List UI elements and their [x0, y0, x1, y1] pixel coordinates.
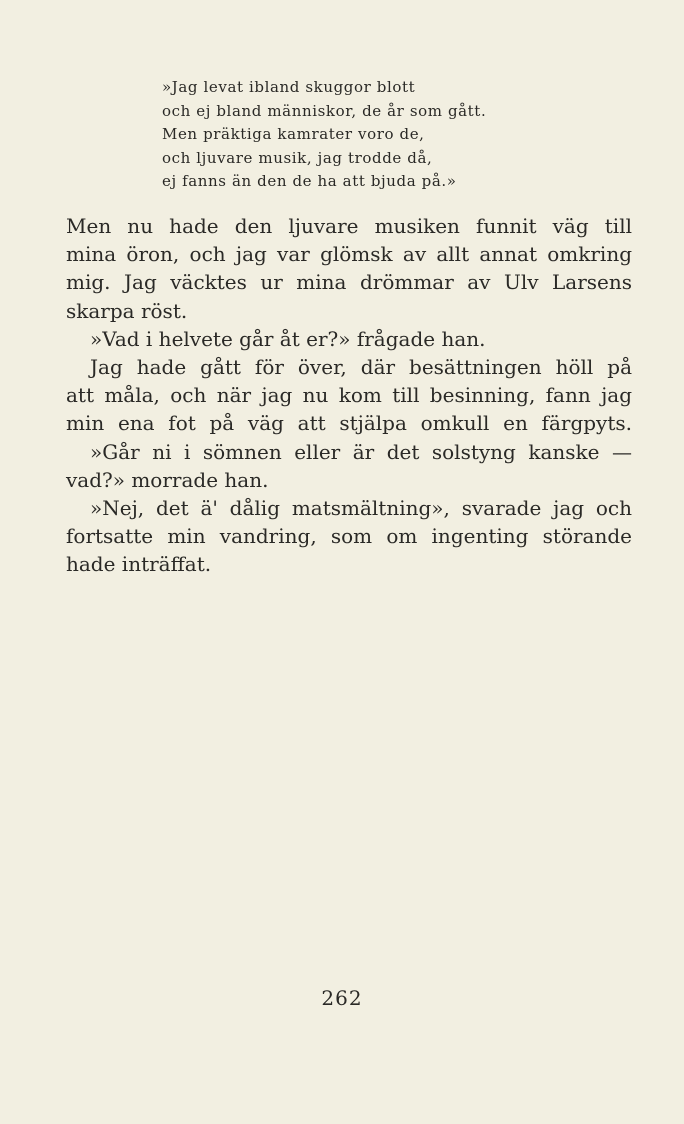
page-number: 262 [321, 986, 363, 1010]
prose-line: hade inträffat. [66, 552, 212, 577]
prose-line: Men nu hade den ljuvare musiken funnit väg till [66, 214, 632, 238]
poem-stanza [162, 76, 562, 194]
poem-line: »Jag levat ibland skuggor blott [162, 78, 416, 96]
poem-line: och ljuvare musik, jag trodde då, [162, 148, 433, 167]
poem-line: och ej bland människor, de år som gått. [162, 101, 487, 120]
prose-line: min ena fot på väg att stjälpa omkull en färgpyts. [66, 411, 632, 436]
prose-text [66, 212, 632, 579]
poem-line: ej fanns än den de ha att bjuda på.» [162, 172, 457, 191]
prose-line: fortsatte min vandring, som om ingenting störande [66, 524, 632, 549]
prose-line: mina öron, och jag var glömsk av allt annat omkring [66, 242, 632, 267]
prose-line: »Går ni i sömnen eller är det solstyng kanske — [90, 439, 632, 464]
prose-line: att måla, och när jag nu kom till besinning, fann jag [66, 383, 632, 408]
prose-line: Jag hade gått för över, där besättningen höll på [90, 355, 632, 380]
prose-line: vad?» morrade han. [66, 467, 269, 492]
prose-line: »Nej, det ä' dålig matsmältning», svarade jag och [90, 496, 632, 521]
prose-line: mig. Jag väcktes ur mina drömmar av Ulv Larsens [66, 270, 632, 295]
prose-line: skarpa röst. [66, 298, 188, 323]
prose-line: »Vad i helvete går åt er?» frågade han. [90, 326, 486, 351]
poem-line: Men präktiga kamrater voro de, [162, 125, 425, 144]
